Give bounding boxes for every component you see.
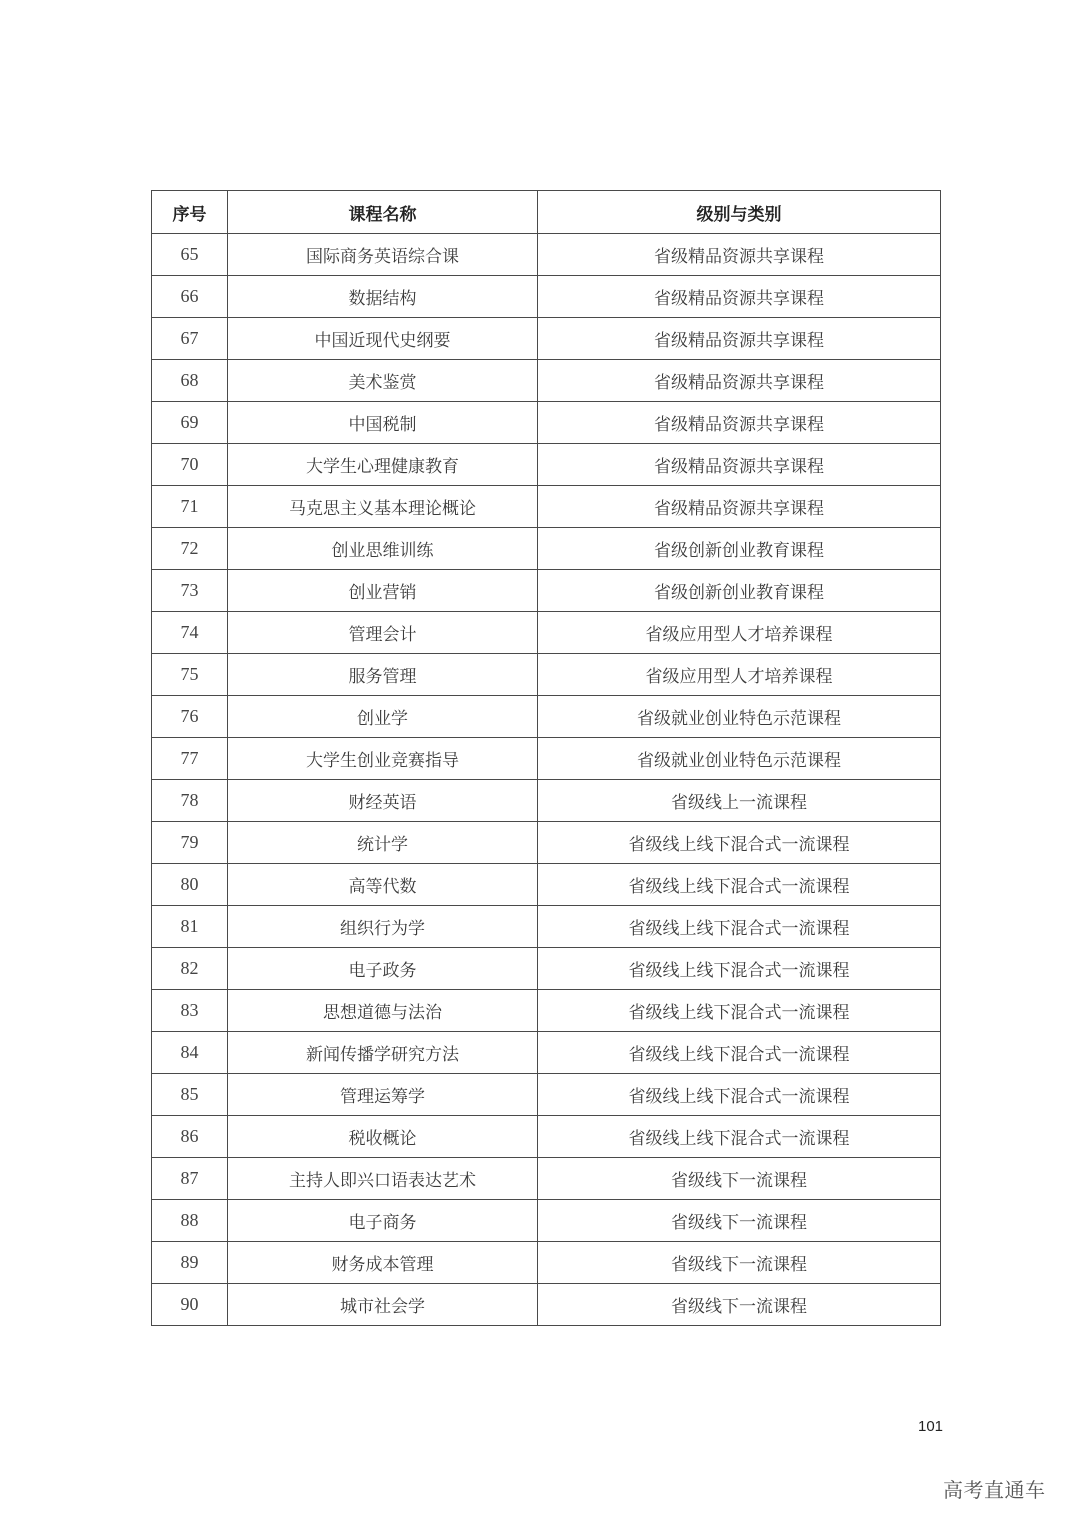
table-row [152,1200,941,1242]
table-row [152,612,941,654]
table-row [152,1116,941,1158]
course-name-cell: 城市社会学 [228,1284,538,1326]
category-cell: 省级线下一流课程 [538,1158,941,1200]
table-row [152,1284,941,1326]
header-serial-number: 序号 [152,191,228,234]
serial-number-cell: 71 [152,486,228,528]
table-row [152,318,941,360]
category-cell: 省级线上线下混合式一流课程 [538,822,941,864]
serial-number-cell: 85 [152,1074,228,1116]
course-name-cell: 中国税制 [228,402,538,444]
serial-number-cell: 84 [152,1032,228,1074]
category-cell: 省级线上线下混合式一流课程 [538,948,941,990]
serial-number-cell: 76 [152,696,228,738]
category-cell: 省级创新创业教育课程 [538,570,941,612]
header-course-name: 课程名称 [228,191,538,234]
table-row [152,822,941,864]
course-name-cell: 财务成本管理 [228,1242,538,1284]
table-row [152,570,941,612]
serial-number-cell: 65 [152,234,228,276]
serial-number-cell: 79 [152,822,228,864]
course-name-cell: 马克思主义基本理论概论 [228,486,538,528]
serial-number-cell: 90 [152,1284,228,1326]
course-name-cell: 财经英语 [228,780,538,822]
category-cell: 省级线上线下混合式一流课程 [538,906,941,948]
serial-number-cell: 89 [152,1242,228,1284]
course-name-cell: 思想道德与法治 [228,990,538,1032]
serial-number-cell: 83 [152,990,228,1032]
course-name-cell: 管理运筹学 [228,1074,538,1116]
table-row [152,276,941,318]
serial-number-cell: 80 [152,864,228,906]
table-row [152,486,941,528]
course-name-cell: 中国近现代史纲要 [228,318,538,360]
course-name-cell: 主持人即兴口语表达艺术 [228,1158,538,1200]
category-cell: 省级线上线下混合式一流课程 [538,864,941,906]
serial-number-cell: 72 [152,528,228,570]
course-name-cell: 组织行为学 [228,906,538,948]
table-row [152,234,941,276]
table-row [152,696,941,738]
table-row [152,444,941,486]
category-cell: 省级线上线下混合式一流课程 [538,990,941,1032]
page-number: 101 [918,1418,944,1435]
category-cell: 省级线下一流课程 [538,1242,941,1284]
serial-number-cell: 75 [152,654,228,696]
category-cell: 省级精品资源共享课程 [538,402,941,444]
course-table [151,190,941,1326]
category-cell: 省级精品资源共享课程 [538,444,941,486]
category-cell: 省级线上线下混合式一流课程 [538,1074,941,1116]
course-name-cell: 电子政务 [228,948,538,990]
category-cell: 省级精品资源共享课程 [538,276,941,318]
watermark: 高考直通车 [943,1478,1046,1502]
serial-number-cell: 74 [152,612,228,654]
serial-number-cell: 68 [152,360,228,402]
course-name-cell: 高等代数 [228,864,538,906]
category-cell: 省级就业创业特色示范课程 [538,696,941,738]
table-row [152,948,941,990]
course-name-cell: 大学生心理健康教育 [228,444,538,486]
serial-number-cell: 86 [152,1116,228,1158]
course-name-cell: 创业思维训练 [228,528,538,570]
table-header-row [152,191,941,234]
category-cell: 省级应用型人才培养课程 [538,654,941,696]
serial-number-cell: 81 [152,906,228,948]
serial-number-cell: 70 [152,444,228,486]
table-row [152,528,941,570]
table-row [152,402,941,444]
category-cell: 省级精品资源共享课程 [538,234,941,276]
serial-number-cell: 88 [152,1200,228,1242]
course-name-cell: 创业营销 [228,570,538,612]
course-name-cell: 数据结构 [228,276,538,318]
table-row [152,990,941,1032]
category-cell: 省级应用型人才培养课程 [538,612,941,654]
serial-number-cell: 67 [152,318,228,360]
course-name-cell: 国际商务英语综合课 [228,234,538,276]
course-name-cell: 大学生创业竞赛指导 [228,738,538,780]
category-cell: 省级精品资源共享课程 [538,486,941,528]
table-row [152,1032,941,1074]
category-cell: 省级线上一流课程 [538,780,941,822]
serial-number-cell: 69 [152,402,228,444]
serial-number-cell: 66 [152,276,228,318]
category-cell: 省级就业创业特色示范课程 [538,738,941,780]
table-body [152,234,941,1326]
serial-number-cell: 73 [152,570,228,612]
table-row [152,1074,941,1116]
category-cell: 省级线上线下混合式一流课程 [538,1116,941,1158]
course-name-cell: 税收概论 [228,1116,538,1158]
serial-number-cell: 82 [152,948,228,990]
course-name-cell: 美术鉴赏 [228,360,538,402]
table-row [152,738,941,780]
category-cell: 省级线下一流课程 [538,1200,941,1242]
category-cell: 省级精品资源共享课程 [538,360,941,402]
category-cell: 省级精品资源共享课程 [538,318,941,360]
serial-number-cell: 87 [152,1158,228,1200]
serial-number-cell: 78 [152,780,228,822]
table-row [152,1242,941,1284]
category-cell: 省级线上线下混合式一流课程 [538,1032,941,1074]
course-name-cell: 统计学 [228,822,538,864]
category-cell: 省级线下一流课程 [538,1284,941,1326]
course-name-cell: 新闻传播学研究方法 [228,1032,538,1074]
course-name-cell: 创业学 [228,696,538,738]
header-level-category: 级别与类别 [538,191,941,234]
course-name-cell: 服务管理 [228,654,538,696]
serial-number-cell: 77 [152,738,228,780]
table-row [152,906,941,948]
table-row [152,654,941,696]
course-name-cell: 管理会计 [228,612,538,654]
table-row [152,1158,941,1200]
course-name-cell: 电子商务 [228,1200,538,1242]
category-cell: 省级创新创业教育课程 [538,528,941,570]
table-row [152,864,941,906]
table-row [152,780,941,822]
table-row [152,360,941,402]
